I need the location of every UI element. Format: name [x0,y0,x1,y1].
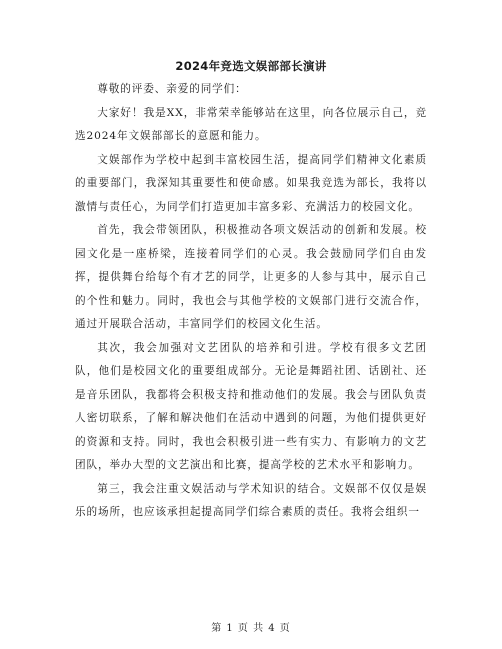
document-body [75,78,427,525]
greeting-paragraph: 大家好！我是XX，非常荣幸能够站在这里，向各位展示自己，竞选2024年文娱部部长的意愿和能力。 [75,106,427,142]
document-title: 2024年竞选文娱部部长演讲 [175,59,327,73]
salutation-paragraph: 尊敬的评委、亲爱的同学们： [97,83,247,95]
body-paragraph: 文娱部作为学校中起到丰富校园生活，提高同学们精神文化素质的重要部门，我深知其重要性和使命感。如果我竞选为部长，我将以激情与责任心，为同学们打造更加丰富多彩、充满活力的校园文化。 [75,153,427,213]
body-paragraph: 其次，我会加强对文艺团队的培养和引进。学校有很多文艺团队，他们是校园文化的重要组成部分。无论是舞蹈社团、话剧社、还是音乐团队，我都将会积极支持和推动他们的发展。我会与团队负责人密切联系，了解和解决他们在活动中遇到的问题，为他们提供更好的资源和支持。同时，我也会积极引进一些有实力、有影响力的文艺团队，举办大型的文艺演出和比赛，提高学校的艺术水平和影响力。 [75,341,427,471]
page-footer: 第 1 页 共 4 页 [211,623,291,634]
body-paragraph: 第三，我会注重文娱活动与学术知识的结合。文娱部不仅仅是娱乐的场所，也应该承担起提高同学们综合素质的责任。我将会组织一 [75,482,427,518]
body-paragraph: 首先，我会带领团队，积极推动各项文娱活动的创新和发展。校园文化是一座桥梁，连接着同学们的心灵。我会鼓励同学们自由发挥，提供舞台给每个有才艺的同学，让更多的人参与其中，展示自己的个性和魅力。同时，我也会与其他学校的文娱部门进行交流合作，通过开展联合活动，丰富同学们的校园文化生活。 [75,224,427,330]
